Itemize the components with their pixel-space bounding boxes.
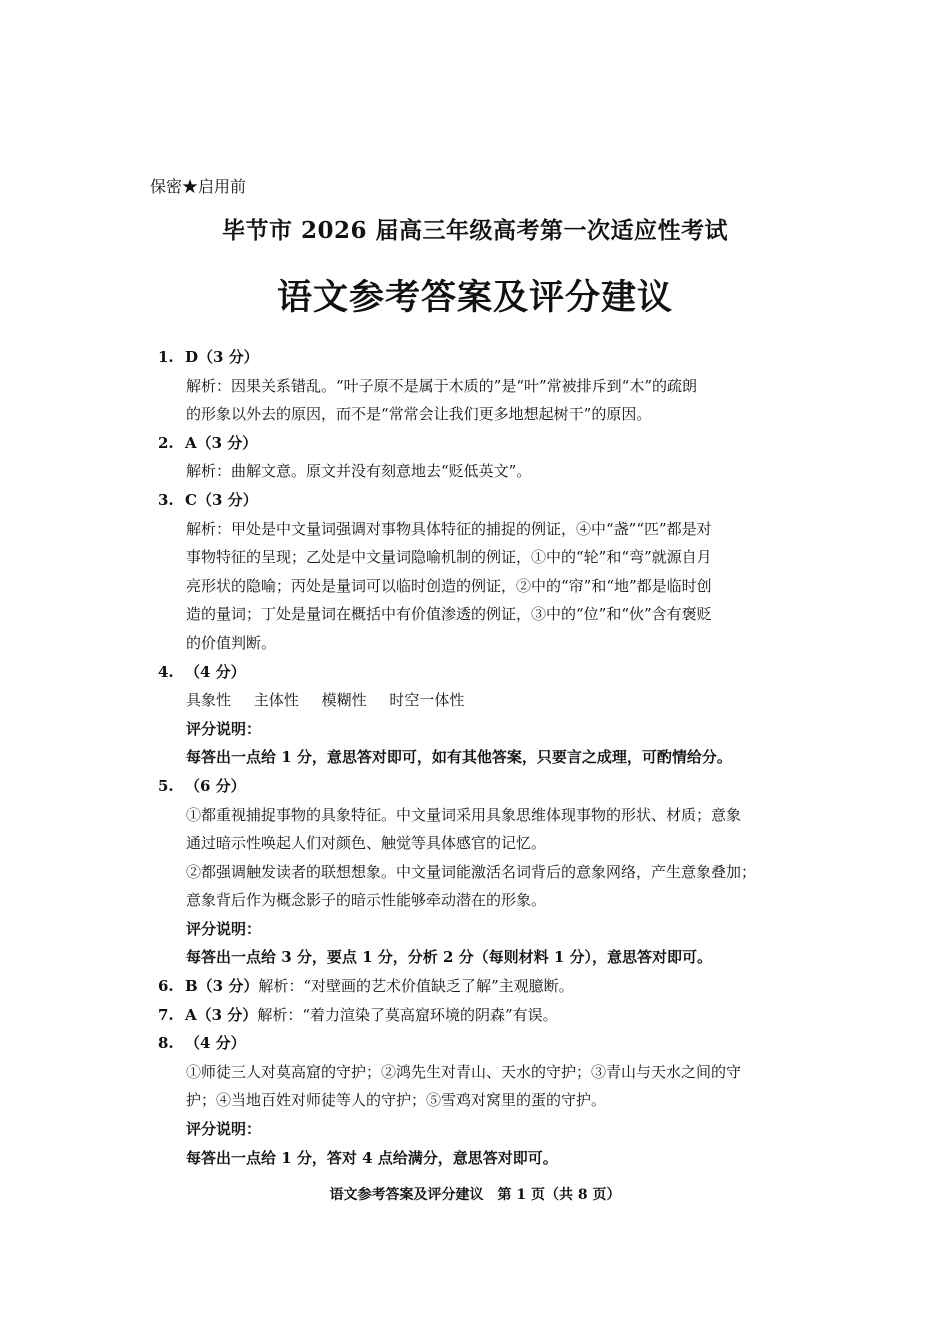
question-answer: A（3 分） <box>185 433 258 452</box>
answer-item: 时空一体性 <box>389 691 465 710</box>
question-answer: C（3 分） <box>185 490 258 509</box>
scoring-note: 每答出一点给 1 分，答对 4 点给满分，意思答对即可。 <box>186 1148 558 1167</box>
question-number: 8. <box>158 1034 174 1053</box>
question-analysis: 解析：“对壁画的艺术价值缺乏了解”主观臆断。 <box>258 977 574 996</box>
text-line: 通过暗示性唤起人们对颜色、触觉等具体感官的记忆。 <box>186 834 547 853</box>
text-line: ②都强调触发读者的联想想象。中文量词能激活名词背后的意象网络，产生意象叠加； <box>186 862 757 881</box>
answer-item: 主体性 <box>253 691 299 710</box>
text-line: 事物特征的呈现；乙处是中文量词隐喻机制的例证，①中的“轮”和“弯”就源自月 <box>186 548 712 567</box>
question-answer: A（3 分） <box>185 1005 258 1024</box>
question-number: 6. <box>158 977 174 996</box>
text-line: 的价值判断。 <box>186 633 277 652</box>
text-line: ①师徒三人对莫高窟的守护；②鸿先生对青山、天水的守护；③青山与天水之间的守 <box>186 1062 742 1081</box>
question-analysis: 解析：“着力渲染了莫高窟环境的阴森”有误。 <box>257 1005 558 1024</box>
scoring-label: 评分说明： <box>186 1120 262 1139</box>
answer-content <box>158 343 818 1172</box>
text-line: ①都重视捕捉事物的具象特征。中文量词采用具象思维体现事物的形状、材质；意象 <box>186 805 742 824</box>
document-title: 语文参考答案及评分建议 <box>276 277 673 318</box>
text-line: 解析：因果关系错乱。“叶子原不是属于木质的”是“叶”常被排斥到“木”的疏朗 <box>186 376 698 395</box>
page-footer: 语文参考答案及评分建议 第 1 页（共 8 页） <box>329 1187 621 1203</box>
question-answer: D（3 分） <box>185 348 259 366</box>
question-number: 7. <box>158 1005 174 1024</box>
question-number: 5. <box>158 776 174 795</box>
question-answer: （4 分） <box>185 662 246 681</box>
question-4-body <box>158 686 818 772</box>
question-number: 4. <box>158 662 174 681</box>
scoring-note: 每答出一点给 3 分，要点 1 分，分析 2 分（每则材料 1 分），意思答对即可。 <box>186 948 713 967</box>
question-number: 2. <box>158 433 174 452</box>
scoring-note: 每答出一点给 1 分，意思答对即可，如有其他答案，只要言之成理，可酌情给分。 <box>186 748 732 767</box>
text-line: 解析：甲处是中文量词强调对事物具体特征的捕捉的例证，④中“盏”“匹”都是对 <box>186 519 712 538</box>
scoring-label: 评分说明： <box>186 719 262 738</box>
question-5-body <box>158 801 818 973</box>
question-1-body <box>158 372 818 429</box>
answer-items <box>186 686 818 715</box>
question-6-header <box>158 972 818 1001</box>
question-2-body <box>158 457 818 486</box>
question-8-header <box>158 1029 818 1058</box>
question-1-header <box>158 343 818 372</box>
text-line: 造的量词；丁处是量词在概括中有价值渗透的例证，③中的“位”和“伙”含有褒贬 <box>186 605 712 624</box>
answer-item: 模糊性 <box>321 691 367 710</box>
scoring-label: 评分说明： <box>186 919 262 938</box>
answer-item: 具象性 <box>186 691 232 710</box>
question-number: 1. <box>158 348 174 366</box>
question-3-header <box>158 486 818 515</box>
text-line: 解析：曲解文意。原文并没有刻意地去“贬低英文”。 <box>186 462 532 481</box>
question-answer: （6 分） <box>185 776 246 795</box>
text-line: 意象背后作为概念影子的暗示性能够牵动潜在的形象。 <box>186 891 547 910</box>
question-8-body <box>158 1058 818 1172</box>
question-number: 3. <box>158 490 174 509</box>
question-7-header <box>158 1001 818 1030</box>
confidential-label: 保密★启用前 <box>150 177 247 196</box>
text-line: 护；④当地百姓对师徒等人的守护；⑤雪鸡对窝里的蛋的守护。 <box>186 1091 607 1110</box>
question-2-header <box>158 429 818 458</box>
text-line: 的形象以外去的原因，而不是“常常会让我们更多地想起树干”的原因。 <box>186 405 652 424</box>
exam-title: 毕节市 2026 届高三年级高考第一次适应性考试 <box>221 217 729 244</box>
question-answer: B（3 分） <box>185 977 259 996</box>
question-3-body <box>158 515 818 658</box>
question-answer: （4 分） <box>185 1034 246 1053</box>
text-line: 亮形状的隐喻；丙处是量词可以临时创造的例证，②中的“帘”和“地”都是临时创 <box>186 576 712 595</box>
question-5-header <box>158 772 818 801</box>
question-4-header <box>158 658 818 687</box>
